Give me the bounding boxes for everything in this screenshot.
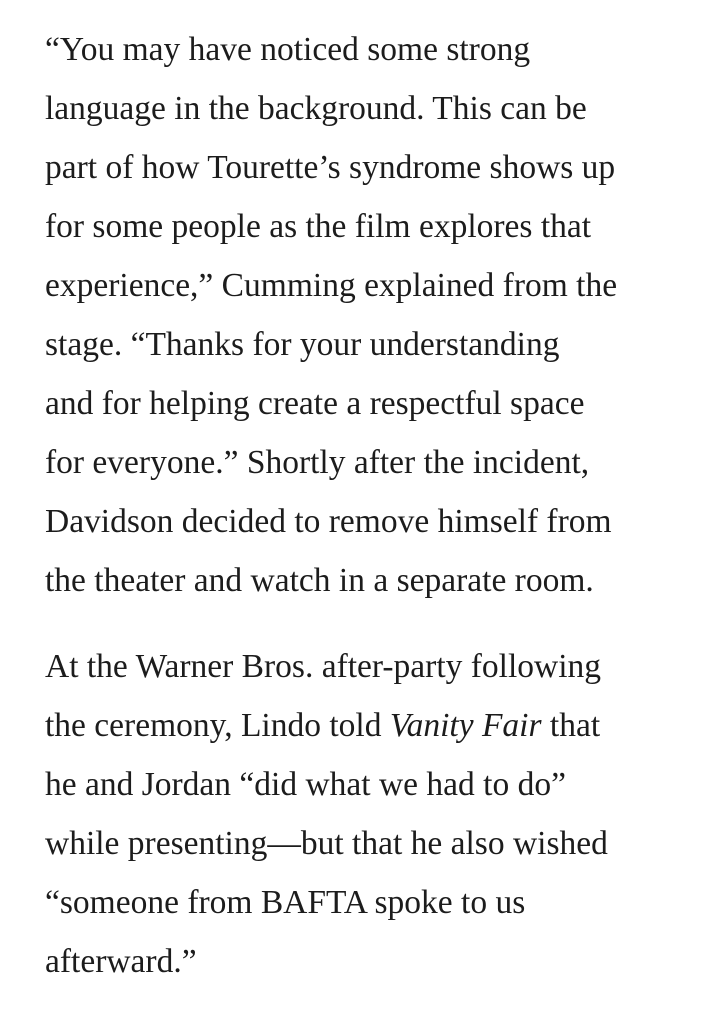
- text-line: he and Jordan “did what we had to do”: [45, 766, 566, 803]
- text-line: “someone from BAFTA spoke to us: [45, 884, 526, 921]
- text-line: while presenting—but that he also wished: [45, 825, 608, 862]
- text-line: [45, 696, 715, 755]
- text-line: At the Warner Bros. after-party following: [45, 648, 602, 685]
- text-line: for some people as the film explores that: [45, 208, 592, 245]
- text-line: and for helping create a respectful space: [45, 385, 585, 422]
- publication-name: Vanity Fair: [389, 707, 542, 744]
- text-line: Davidson decided to remove himself from: [45, 503, 612, 540]
- article-body: [45, 20, 715, 991]
- text-line: language in the background. This can be: [45, 90, 587, 127]
- text-run: that: [541, 707, 601, 744]
- paragraph-cumming-quote: [45, 20, 715, 610]
- text-line: stage. “Thanks for your understanding: [45, 326, 560, 363]
- text-line: afterward.”: [45, 943, 197, 980]
- text-line: for everyone.” Shortly after the incident,: [45, 444, 590, 481]
- text-line: part of how Tourette’s syndrome shows up: [45, 149, 616, 186]
- text-run: the ceremony, Lindo told: [45, 707, 390, 744]
- paragraph-after-party: [45, 637, 715, 991]
- text-line: experience,” Cumming explained from the: [45, 267, 618, 304]
- text-line: the theater and watch in a separate room.: [45, 562, 594, 599]
- text-line: “You may have noticed some strong: [45, 31, 531, 68]
